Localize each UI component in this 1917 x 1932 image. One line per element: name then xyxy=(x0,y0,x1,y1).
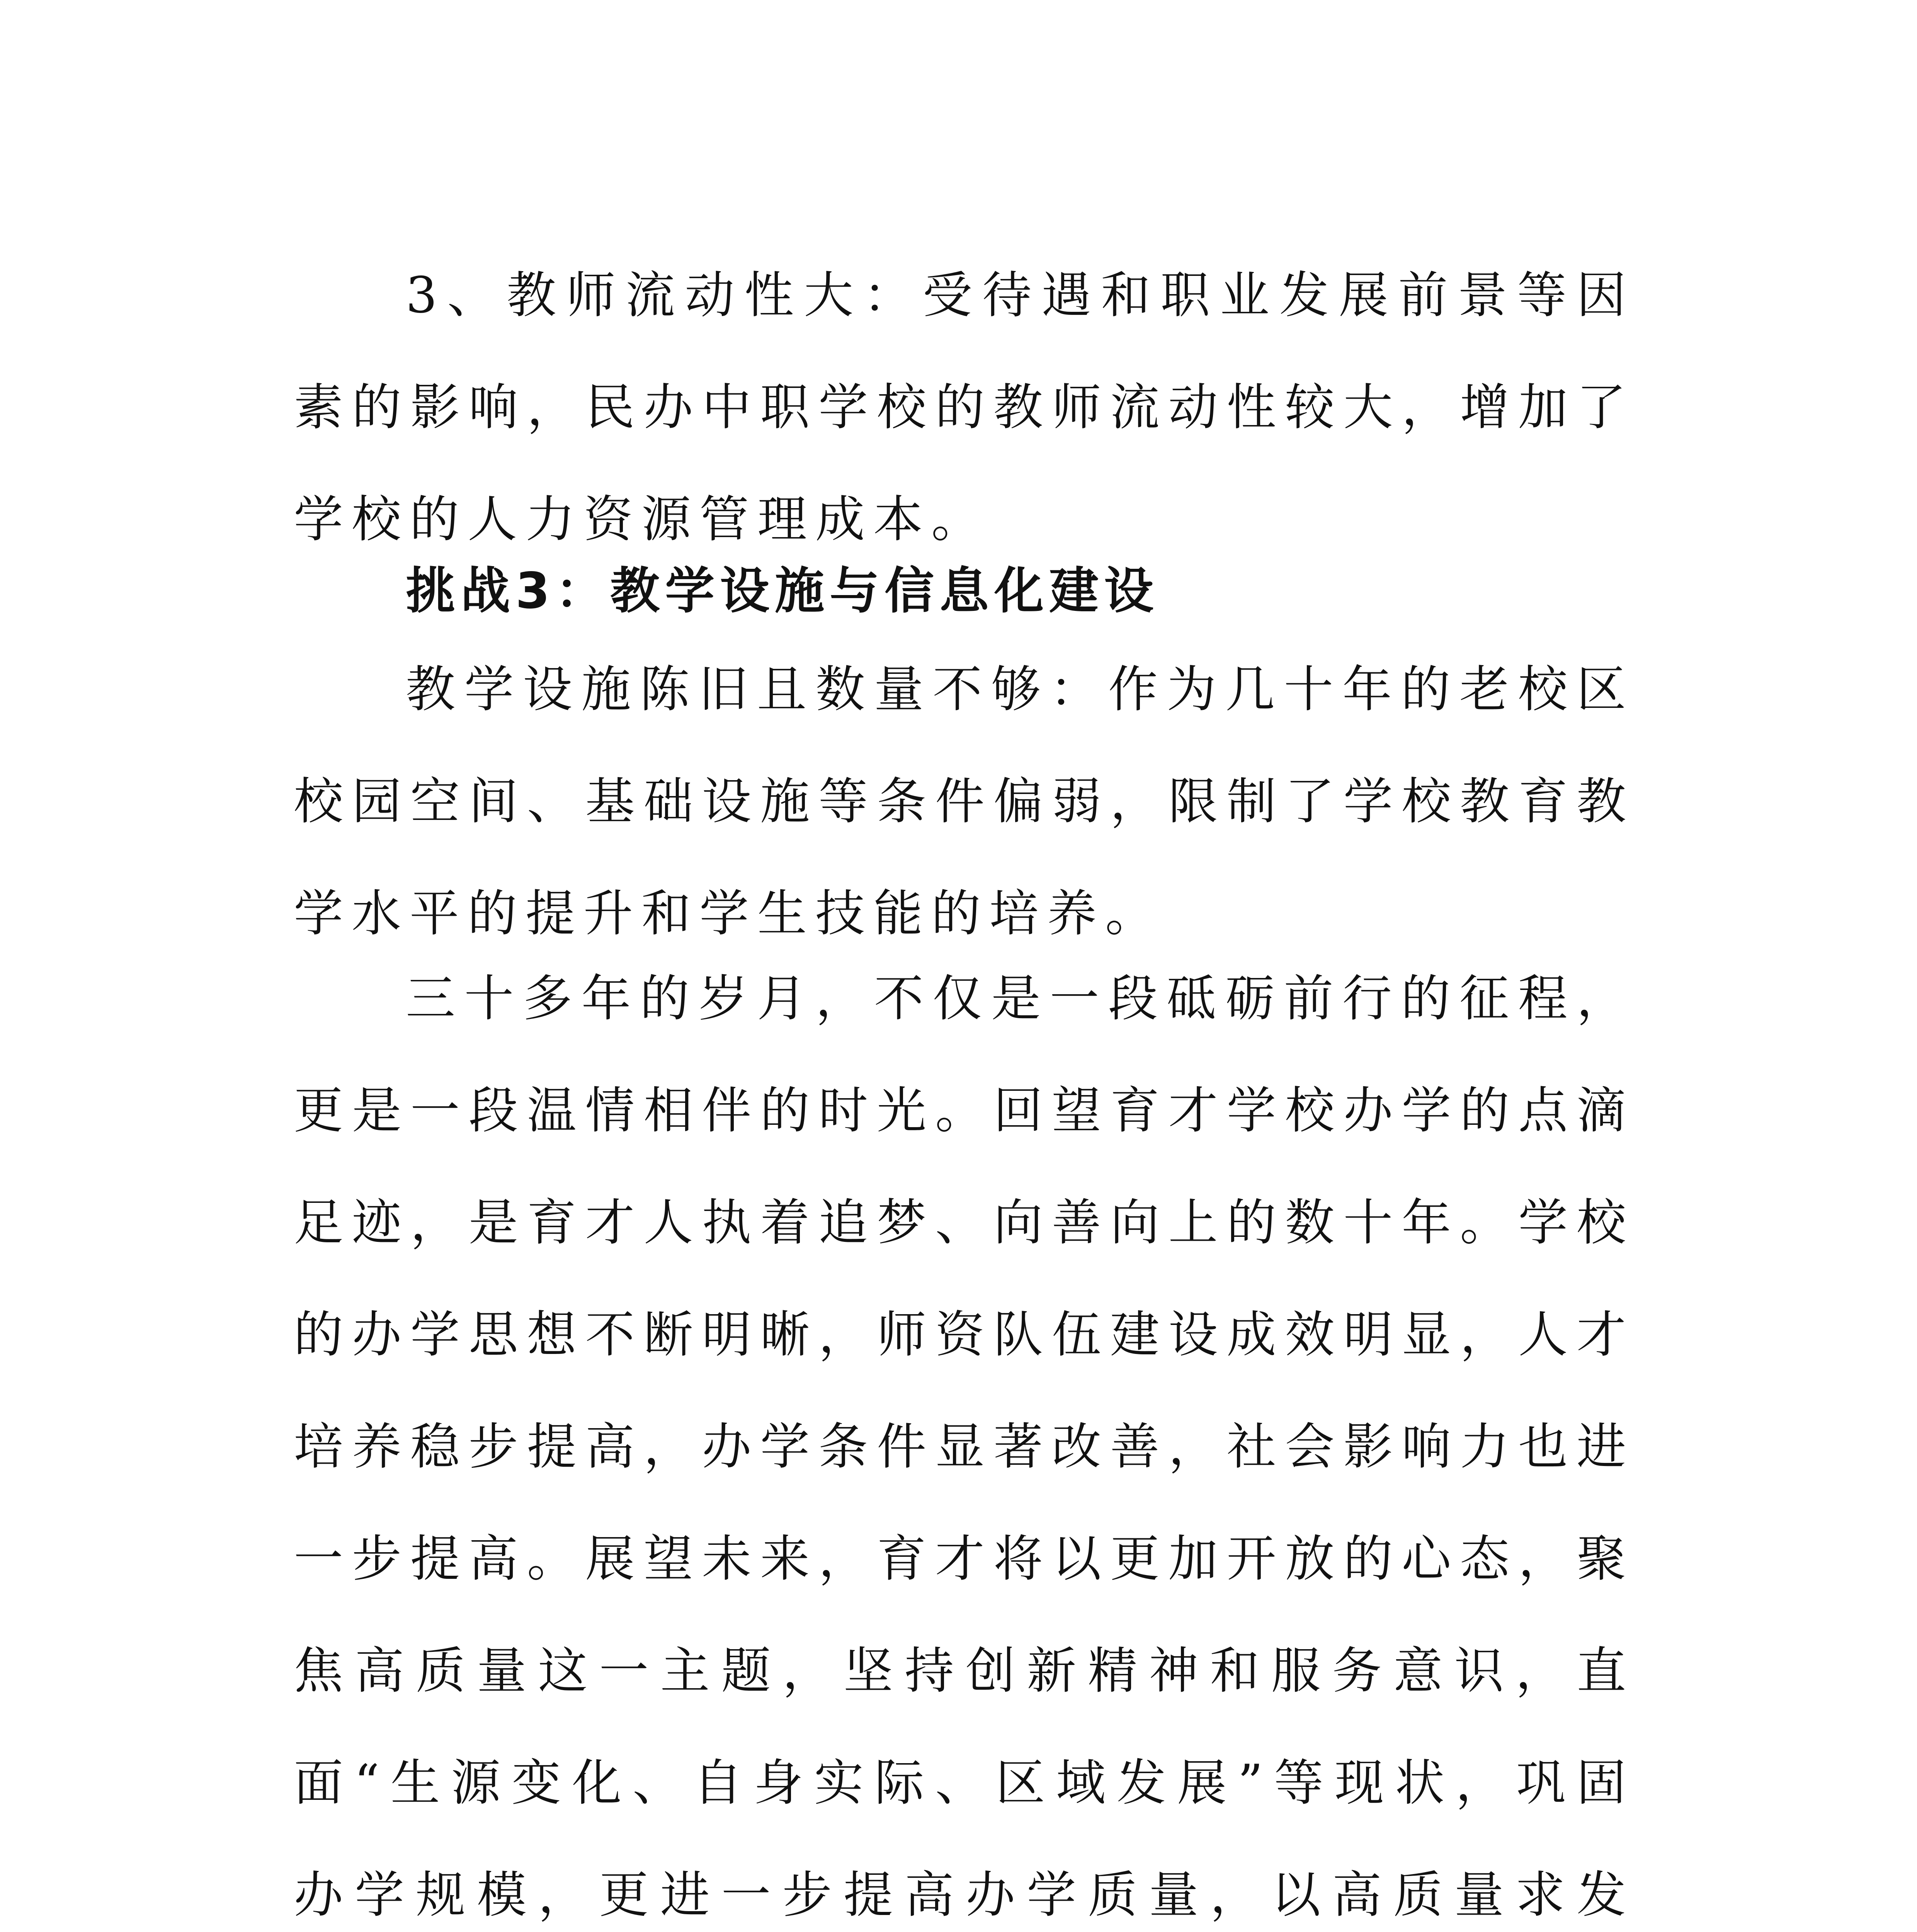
paragraph-facilities: 教学设施陈旧且数量不够：作为几十年的老校区校园空间、基础设施等条件偏弱，限制了学校教育教学水平的提升和学生技能的培养。 xyxy=(294,661,1635,942)
section-heading-challenge-3: 挑战3：教学设施与信息化建设 xyxy=(406,562,1159,620)
paragraph-conclusion: 三十多年的岁月，不仅是一段砥砺前行的征程，更是一段温情相伴的时光。回望育才学校办学的点滴足迹，是育才人执着追梦、向善向上的数十年。学校的办学思想不断明晰，师资队伍建设成效明显，人才培养稳步提高，办学条件显著改善，社会影响力也进一步提高。展望未来，育才将以更加开放的心态，聚焦高质量这一主题，坚持创新精神和服务意识，直面“生源变化、自身实际、区域发展”等现状，巩固办学规模，更进一步提高办学质量，以高质量求发 xyxy=(294,970,1635,1924)
paragraph-teacher-turnover: 3、教师流动性大：受待遇和职业发展前景等因素的影响，民办中职学校的教师流动性较大，增加了学校的人力资源管理成本。 xyxy=(294,267,1635,548)
